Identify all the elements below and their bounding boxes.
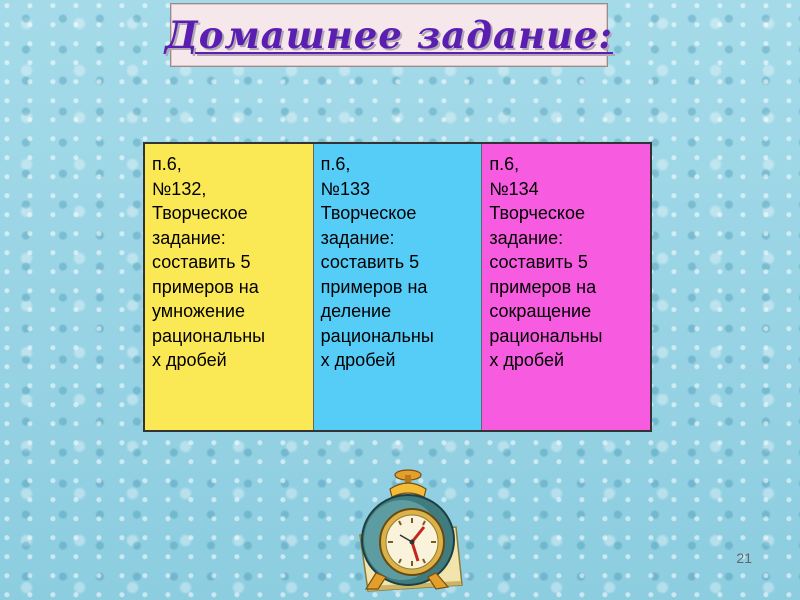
cell-line: деление [320, 301, 392, 321]
cell-line: Творческое [152, 203, 248, 223]
cell-line: №133 [320, 178, 371, 199]
cell-line: составить 5 [152, 252, 251, 272]
cell-line: примеров на [489, 276, 597, 297]
cell-line: рациональны [489, 325, 603, 346]
homework-cell-reduction [481, 144, 650, 430]
cell-line: п.6, [320, 154, 351, 174]
cell-line: умножение [152, 301, 245, 321]
cell-line: №132, [152, 178, 207, 199]
homework-cell-division [313, 144, 482, 430]
cell-line: задание: [152, 227, 226, 248]
cell-line: п.6, [152, 154, 182, 174]
cell-line: п.6, [489, 154, 520, 174]
cell-line: задание: [320, 227, 395, 248]
cell-line: составить 5 [320, 252, 420, 272]
cell-line: примеров на [152, 276, 259, 297]
homework-table [143, 142, 652, 432]
cell-line: х дробей [320, 350, 396, 370]
cell-line: составить 5 [489, 252, 588, 272]
homework-cell-multiplication [145, 144, 313, 430]
cell-line: рациональны [320, 325, 434, 346]
cell-line: х дробей [489, 350, 565, 370]
title-box [164, 3, 614, 67]
cell-line: Творческое [320, 203, 417, 223]
cell-line: Творческое [489, 203, 586, 223]
cell-line: рациональны [152, 325, 266, 346]
slide-number: 21 [736, 550, 752, 566]
cell-line: задание: [489, 227, 564, 248]
alarm-clock-icon [338, 465, 468, 593]
cell-line: №134 [489, 178, 539, 199]
cell-line: примеров на [320, 276, 428, 297]
cell-line: х дробей [152, 350, 227, 370]
slide-title: Домашнее задание: [164, 13, 614, 57]
cell-line: сокращение [489, 301, 592, 321]
